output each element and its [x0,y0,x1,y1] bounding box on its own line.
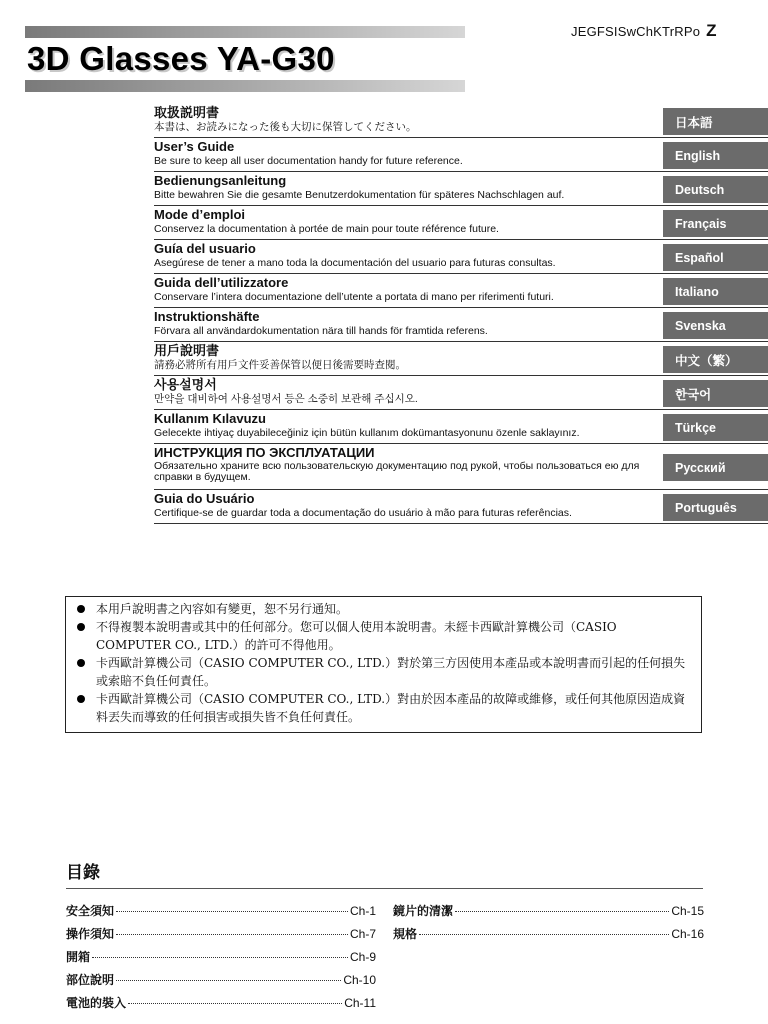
language-tab-portuguese[interactable]: Português [663,494,768,521]
notice-item: 卡西歐計算機公司（CASIO COMPUTER CO., LTD.）對由於因本產品的故障或維修，或任何其他原因造成資料丟失而導致的任何損害或損失皆不負任何責任。 [74,690,693,726]
language-row-french [154,206,768,240]
language-heading: Guida dell’utilizzatore [154,275,289,290]
language-tab-german[interactable]: Deutsch [663,176,768,203]
toc-entry-page: Ch-15 [671,904,704,918]
language-heading: Mode d’emploi [154,207,245,222]
toc-entry-page: Ch-11 [344,996,376,1010]
language-description: Bitte bewahren Sie die gesamte Benutzerdokumentation für späteres Nachschlagen auf. [154,189,565,201]
title-bar-bottom [25,80,465,92]
toc-entry-label: 安全須知 [66,904,115,918]
toc-entry-label: 電池的裝入 [66,996,127,1010]
language-tab-swedish[interactable]: Svenska [663,312,768,339]
toc-entry-page: Ch-9 [349,950,376,964]
page-title: 3D Glasses YA-G30 [27,40,335,77]
toc-leader [128,1003,342,1004]
toc-leader [455,911,669,912]
language-codes-text: JEGFSISwChKTrRPo [571,24,701,39]
toc-leader [92,957,348,958]
toc-entry[interactable] [393,902,704,920]
language-heading: 사용설명서 [154,377,217,392]
language-row-english [154,138,768,172]
language-tab-english[interactable]: English [663,142,768,169]
language-tab-french[interactable]: Français [663,210,768,237]
toc-entry-label: 鏡片的清潔 [393,904,454,918]
language-tab-japanese[interactable]: 日本語 [663,108,768,135]
language-description: Gelecekte ihtiyaç duyabileceğiniz için bütün kullanım dokümantasyonunu özenle saklayınız. [154,427,580,439]
language-tab-spanish[interactable]: Español [663,244,768,271]
language-description: 請務必將所有用戶文件妥善保管以便日後需要時查閱。 [154,359,406,371]
language-codes [571,21,717,41]
toc-entry-page: Ch-16 [671,927,704,941]
language-heading: Kullanım Kılavuzu [154,411,266,426]
language-description: 만약을 대비하여 사용설명서 등은 소중히 보관해 주십시오. [154,393,418,405]
language-row-russian [154,444,768,490]
language-description: Обязательно храните всю пользовательскую документацию под рукой, чтобы пользоваться ею для справки в будущем. [154,460,640,483]
language-description: Be sure to keep all user documentation handy for future reference. [154,155,463,167]
toc-entry[interactable] [66,948,376,966]
language-row-spanish [154,240,768,274]
language-row-turkish [154,410,768,444]
toc-leader [116,980,341,981]
language-heading: Instruktionshäfte [154,309,260,324]
language-row-japanese [154,104,768,138]
notice-item: 不得複製本說明書或其中的任何部分。您可以個人使用本說明書。未經卡西歐計算機公司（CASIO COMPUTER CO., LTD.）的許可不得他用。 [74,618,693,654]
language-row-chinese [154,342,768,376]
language-tab-russian[interactable]: Русский [663,454,768,481]
toc-entry-page: Ch-10 [343,973,376,987]
language-row-portuguese [154,490,768,524]
notice-item: 卡西歐計算機公司（CASIO COMPUTER CO., LTD.）對於第三方因使用本產品或本說明書而引起的任何損失或索賠不負任何責任。 [74,654,693,690]
language-description: Conservez la documentation à portée de main pour toute référence future. [154,223,499,235]
title-bar-top [25,26,465,38]
toc-entry-label: 規格 [393,927,418,941]
language-heading: ИНСТРУКЦИЯ ПО ЭКСПЛУАТАЦИИ [154,445,375,460]
toc-heading: 目錄 [66,863,100,882]
toc-leader [116,911,348,912]
toc-entry[interactable] [66,925,376,943]
region-code: Z [706,21,717,40]
language-description: Asegúrese de tener a mano toda la documentación del usuario para futuras consultas. [154,257,556,269]
language-heading: User’s Guide [154,139,235,154]
notice-item: 本用戶說明書之內容如有變更，恕不另行通知。 [74,600,693,618]
language-row-swedish [154,308,768,342]
language-row-german [154,172,768,206]
language-tab-chinese[interactable]: 中文（繁） [663,346,768,373]
toc-leader [419,934,669,935]
language-heading: 取扱説明書 [154,105,220,120]
toc-divider [66,888,703,889]
language-row-italian [154,274,768,308]
language-description: Conservare l’intera documentazione dell’utente a portata di mano per riferimenti futuri. [154,291,554,303]
toc-entry[interactable] [66,971,376,989]
language-heading: Guia do Usuário [154,491,255,506]
toc-entry-page: Ch-7 [349,927,376,941]
language-tab-korean[interactable]: 한국어 [663,380,768,407]
notice-box [65,596,702,733]
language-heading: Guía del usuario [154,241,256,256]
toc-entry-label: 部位說明 [66,973,115,987]
language-table [154,104,768,524]
language-description: 本書は、お読みになった後も大切に保管してください。 [154,121,417,133]
toc-entry[interactable] [66,902,376,920]
toc-entry-label: 開箱 [66,950,91,964]
language-row-korean [154,376,768,410]
toc-entry-label: 操作須知 [66,927,115,941]
toc-leader [116,934,348,935]
toc-entry-page: Ch-1 [349,904,376,918]
language-description: Förvara all användardokumentation nära till hands för framtida referens. [154,325,488,337]
language-tab-italian[interactable]: Italiano [663,278,768,305]
language-tab-turkish[interactable]: Türkçe [663,414,768,441]
toc-entry[interactable] [393,925,704,943]
language-description: Certifique-se de guardar toda a documentação do usuário à mão para futuras referências. [154,507,572,519]
toc-entry[interactable] [66,994,376,1012]
language-heading: 用戶說明書 [154,343,220,358]
language-heading: Bedienungsanleitung [154,173,287,188]
